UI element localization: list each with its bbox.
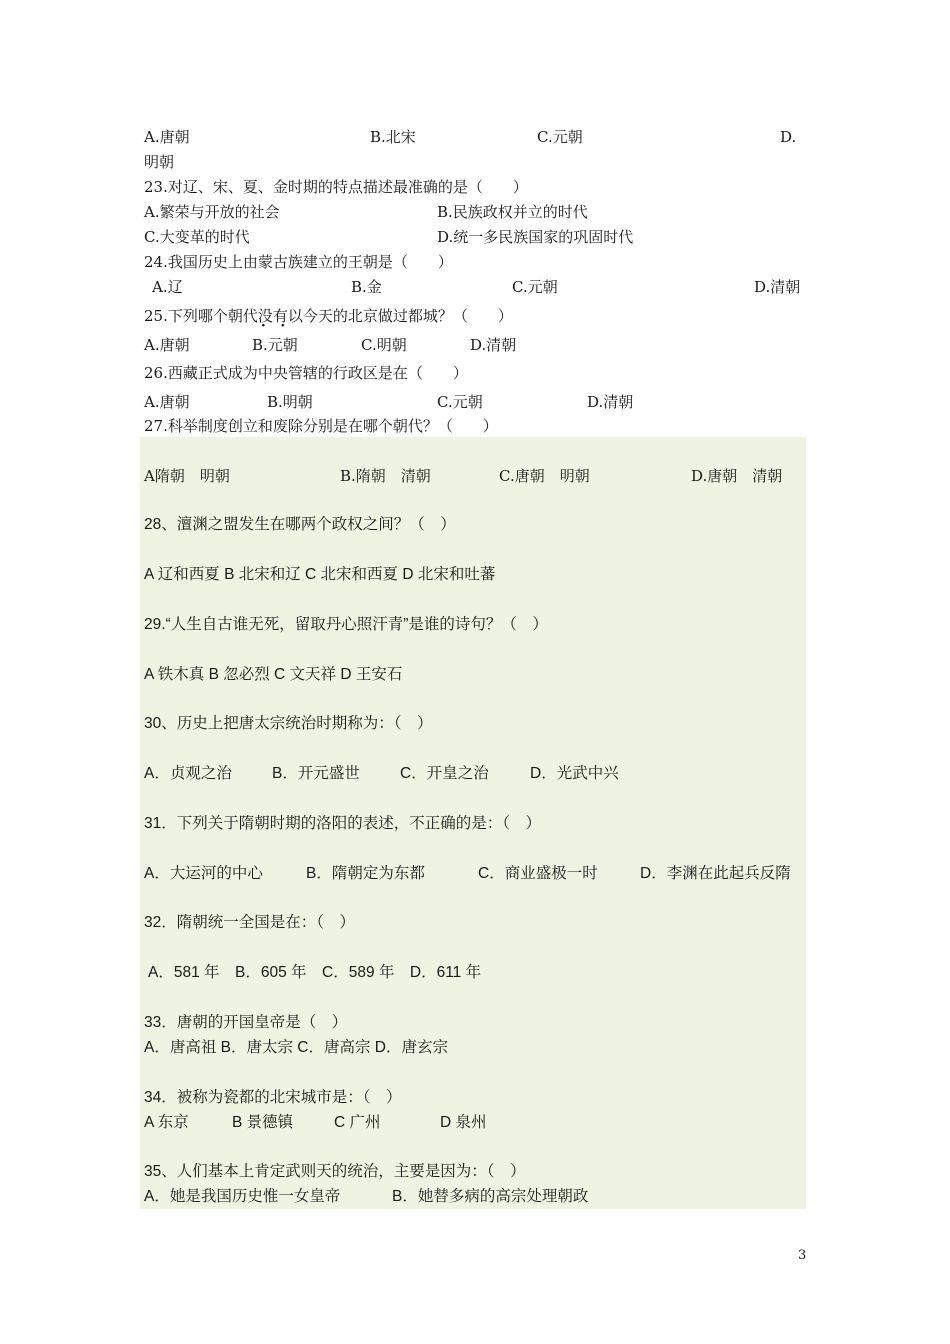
q26-option-b: B.明朝 (267, 393, 313, 411)
q28-options: A 辽和西夏 B 北宋和辽 C 北宋和西夏 D 北宋和吐蕃 (144, 566, 496, 583)
q22-option-b: B.北宋 (370, 128, 416, 146)
q31-option-c: C．商业盛极一时 (478, 865, 598, 882)
q24-stem: 24.我国历史上由蒙古族建立的王朝是（ ） (144, 253, 453, 271)
q34-option-c: C 广州 (334, 1114, 381, 1131)
q24-option-b: B.金 (351, 278, 382, 296)
q23-option-d: D.统一多民族国家的巩固时代 (437, 228, 634, 246)
q30-option-a: A．贞观之治 (144, 765, 232, 782)
q35-option-b: B．她替多病的高宗处理朝政 (392, 1188, 589, 1205)
q27-option-b: B.隋朝 清朝 (340, 467, 431, 485)
q23-option-b: B.民族政权并立的时代 (437, 203, 588, 221)
q32-stem: 32．隋朝统一全国是在：（ ） (144, 914, 355, 931)
q25-option-a: A.唐朝 (144, 336, 190, 354)
q30-stem: 30、历史上把唐太宗统治时期称为：（ ） (144, 715, 433, 732)
q22-option-d-letter: D. (780, 128, 797, 146)
q34-option-a: A 东京 (144, 1114, 189, 1131)
q27-stem: 27.科举制度创立和废除分别是在哪个朝代？（ ） (144, 417, 498, 435)
q23-stem: 23.对辽、宋、夏、金时期的特点描述最准确的是（ ） (144, 178, 528, 196)
q28-stem: 28、澶渊之盟发生在哪两个政权之间？（ ） (144, 516, 456, 533)
q25-stem-pre: 25.下列哪个朝代 (144, 307, 258, 325)
q34-stem: 34．被称为瓷都的北宋城市是：（ ） (144, 1089, 402, 1106)
q31-option-b: B．隋朝定为东都 (306, 865, 425, 882)
q35-option-a: A．她是我国历史惟一女皇帝 (144, 1188, 341, 1205)
q31-option-a: A．大运河的中心 (144, 865, 263, 882)
q29-stem: 29.“人生自古谁无死，留取丹心照汗青”是谁的诗句？（ ） (144, 616, 548, 633)
q34-option-d: D 泉州 (440, 1114, 487, 1131)
q33-stem: 33．唐朝的开国皇帝是（ ） (144, 1014, 348, 1031)
q25-option-c: C.明朝 (361, 336, 407, 354)
q30-option-c: C．开皇之治 (400, 765, 489, 782)
q23-option-a: A.繁荣与开放的社会 (144, 203, 280, 221)
q31-stem: 31．下列关于隋朝时期的洛阳的表述，不正确的是：（ ） (144, 815, 541, 832)
q22-option-a: A.唐朝 (144, 128, 190, 146)
q26-option-c: C.元朝 (437, 393, 483, 411)
q34-option-b: B 景德镇 (232, 1114, 294, 1131)
q25-option-d: D.清朝 (470, 336, 517, 354)
q26-stem: 26.西藏正式成为中央管辖的行政区是在（ ） (144, 364, 468, 382)
q26-option-d: D.清朝 (587, 393, 634, 411)
q24-option-c: C.元朝 (512, 278, 558, 296)
q24-option-d: D.清朝 (754, 278, 801, 296)
q24-option-a: A.辽 (152, 278, 183, 296)
q26-option-a: A.唐朝 (144, 393, 190, 411)
q23-option-c: C.大变革的时代 (144, 228, 250, 246)
q30-option-b: B．开元盛世 (272, 765, 360, 782)
q22-option-c: C.元朝 (537, 128, 583, 146)
q25-stem-post: 以今天的北京做过都城？（ ） (287, 307, 513, 325)
q31-option-d: D．李渊在此起兵反隋 (640, 865, 791, 882)
q22-option-d-text: 明朝 (144, 153, 175, 171)
q35-stem: 35、人们基本上肯定武则天的统治，主要是因为：（ ） (144, 1163, 526, 1180)
q25-option-b: B.元朝 (252, 336, 298, 354)
q33-options: A．唐高祖 B．唐太宗 C．唐高宗 D．唐玄宗 (144, 1039, 448, 1056)
q29-options: A 铁木真 B 忽必烈 C 文天祥 D 王安石 (144, 666, 403, 683)
q32-options: A．581 年 B．605 年 C．589 年 D．611 年 (148, 964, 482, 981)
page-number: 3 (798, 1248, 807, 1263)
q25-stem (144, 306, 513, 326)
q27-option-d: D.唐朝 清朝 (691, 467, 783, 485)
q30-option-d: D．光武中兴 (530, 765, 619, 782)
q27-option-c: C.唐朝 明朝 (499, 467, 590, 485)
q27-option-a: A隋朝 明朝 (144, 467, 230, 485)
q25-stem-emphasis: 没有 · · (258, 307, 288, 325)
